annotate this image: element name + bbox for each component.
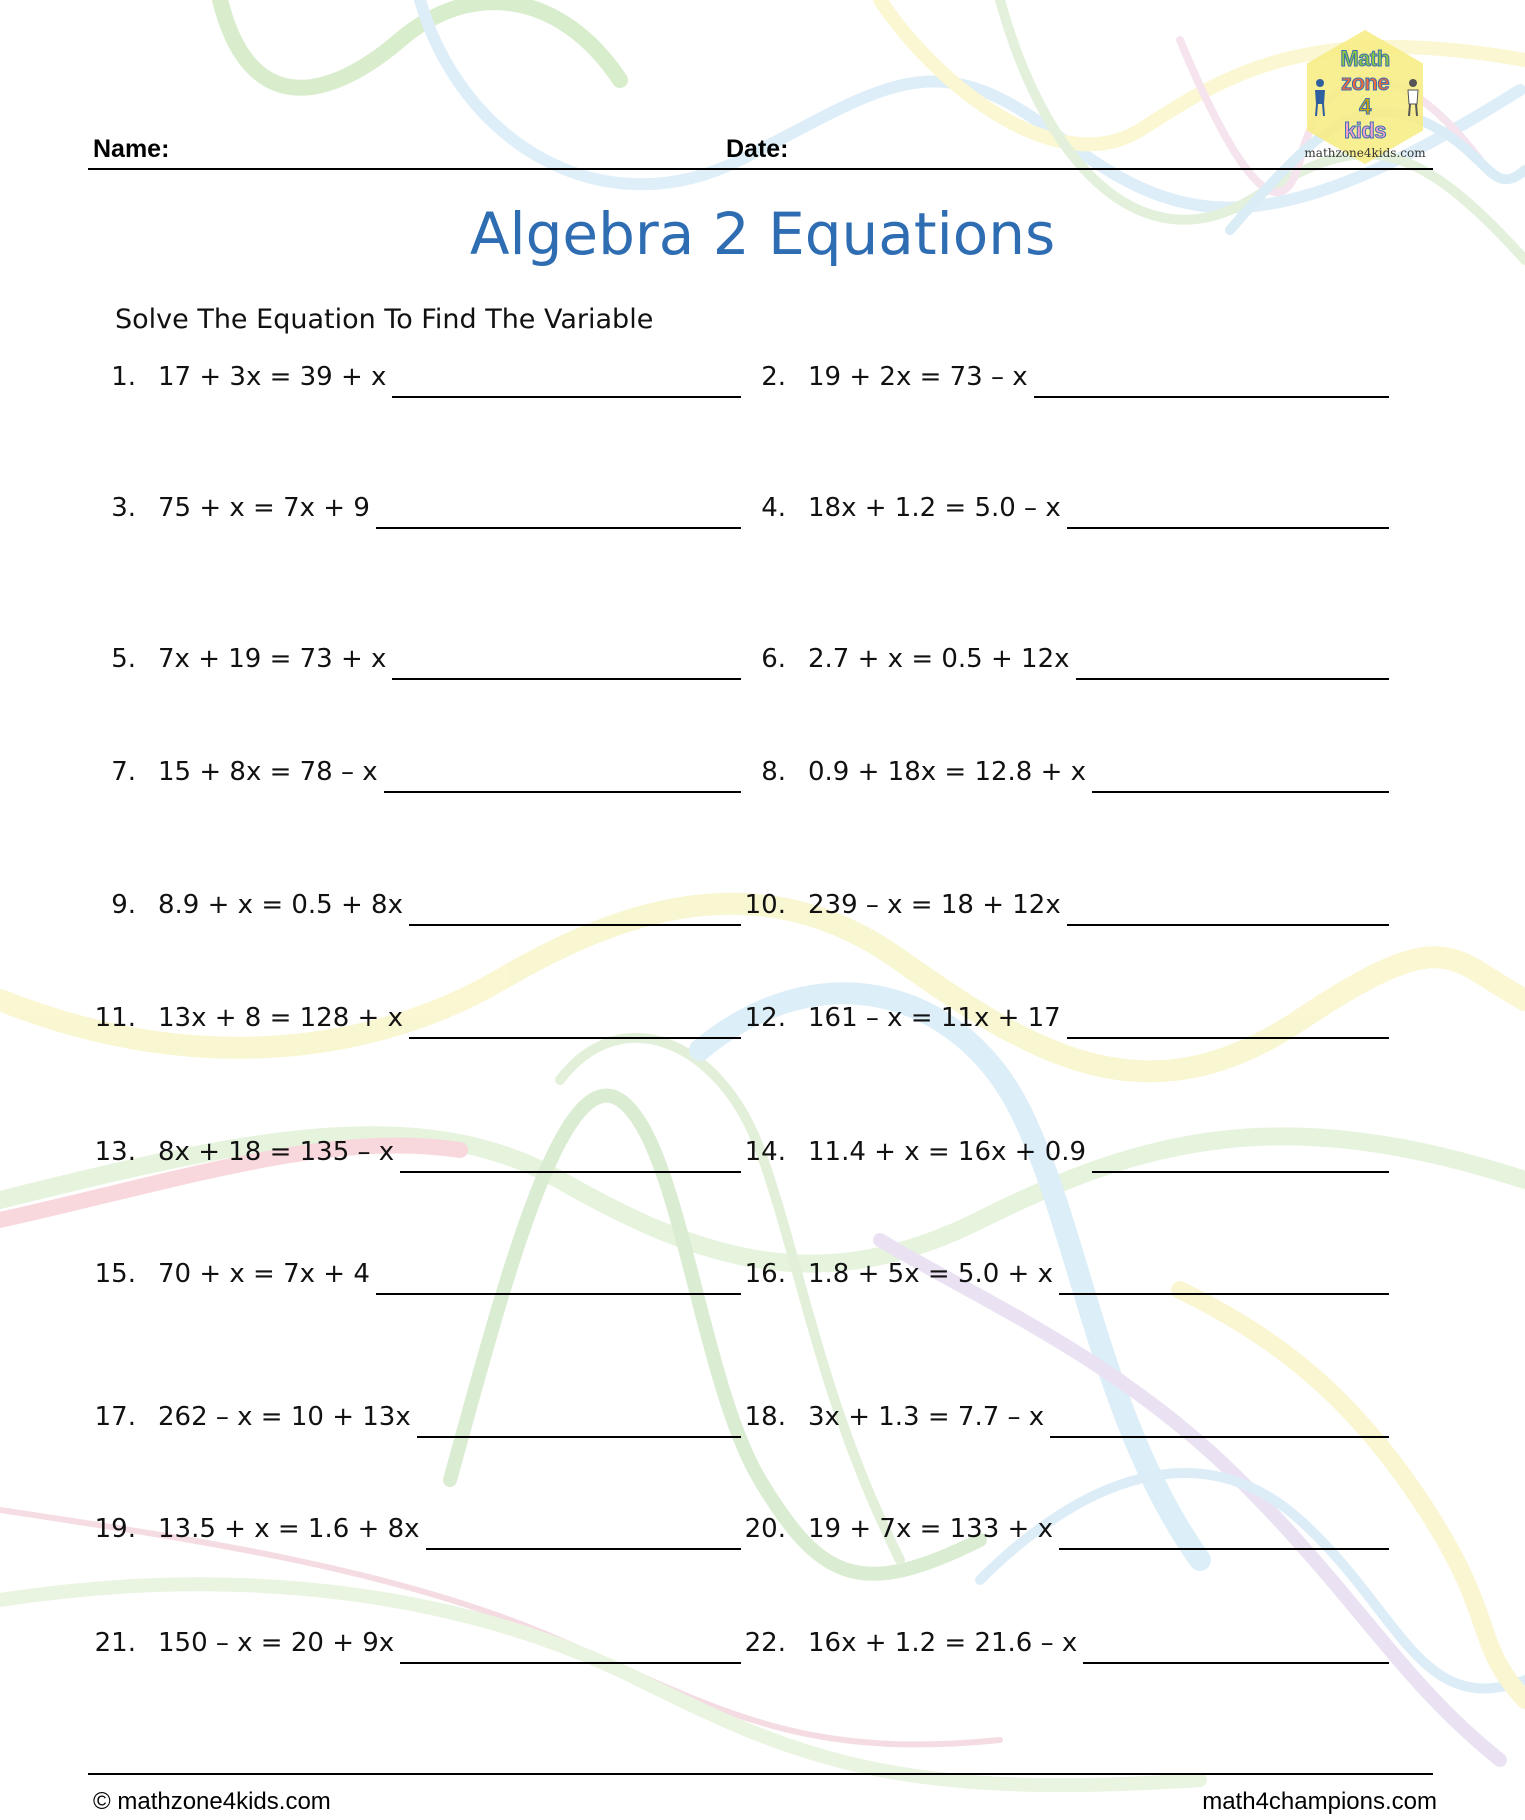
problem-11 xyxy=(80,997,741,1039)
problem-equation: 8x + 18 = 135 – x xyxy=(158,1137,395,1167)
answer-line[interactable] xyxy=(1092,791,1389,793)
problem-number: 10. xyxy=(744,890,786,920)
problem-7 xyxy=(80,751,741,793)
problem-number: 17. xyxy=(94,1402,136,1432)
problem-equation: 11.4 + x = 16x + 0.9 xyxy=(808,1137,1087,1167)
problem-12 xyxy=(730,997,1389,1039)
answer-line[interactable] xyxy=(417,1436,741,1438)
problem-equation: 19 + 7x = 133 + x xyxy=(808,1514,1053,1544)
footer-rule xyxy=(88,1773,1433,1775)
problem-18 xyxy=(730,1396,1389,1438)
problem-equation: 75 + x = 7x + 9 xyxy=(158,493,370,523)
problem-equation: 70 + x = 7x + 4 xyxy=(158,1259,370,1289)
answer-line[interactable] xyxy=(392,396,741,398)
logo-word-kids: kids xyxy=(1343,118,1387,143)
answer-line[interactable] xyxy=(1067,1037,1389,1039)
kid-figure-icon xyxy=(1312,78,1328,118)
problem-equation: 13.5 + x = 1.6 + 8x xyxy=(158,1514,420,1544)
problem-equation: 16x + 1.2 = 21.6 – x xyxy=(808,1628,1078,1658)
problem-22 xyxy=(730,1622,1389,1664)
problem-1 xyxy=(80,356,741,398)
problem-equation: 262 – x = 10 + 13x xyxy=(158,1402,411,1432)
problem-equation: 0.9 + 18x = 12.8 + x xyxy=(808,757,1087,787)
kid-figure-icon xyxy=(1405,78,1421,118)
header-rule xyxy=(88,168,1433,170)
answer-line[interactable] xyxy=(1050,1436,1389,1438)
problem-9 xyxy=(80,884,741,926)
answer-line[interactable] xyxy=(426,1548,742,1550)
problem-4 xyxy=(730,487,1389,529)
answer-line[interactable] xyxy=(1034,396,1389,398)
problem-2 xyxy=(730,356,1389,398)
logo-url: mathzone4kids.com xyxy=(1304,146,1426,160)
problem-number: 19. xyxy=(94,1514,136,1544)
problem-equation: 150 – x = 20 + 9x xyxy=(158,1628,395,1658)
footer-site: math4champions.com xyxy=(1202,1788,1437,1815)
problem-13 xyxy=(80,1131,741,1173)
problem-number: 18. xyxy=(744,1402,786,1432)
answer-line[interactable] xyxy=(1083,1662,1389,1664)
answer-line[interactable] xyxy=(1059,1293,1389,1295)
answer-line[interactable] xyxy=(400,1662,741,1664)
answer-line[interactable] xyxy=(409,1037,741,1039)
name-label: Name: xyxy=(93,135,170,163)
logo-word-math: Math xyxy=(1340,46,1390,71)
answer-line[interactable] xyxy=(376,527,741,529)
problem-20 xyxy=(730,1508,1389,1550)
problem-number: 5. xyxy=(111,644,136,674)
answer-line[interactable] xyxy=(409,924,741,926)
worksheet-title: Algebra 2 Equations xyxy=(469,200,1056,268)
problem-number: 3. xyxy=(111,493,136,523)
problem-17 xyxy=(80,1396,741,1438)
problem-number: 8. xyxy=(761,757,786,787)
problem-equation: 239 – x = 18 + 12x xyxy=(808,890,1061,920)
problem-number: 9. xyxy=(111,890,136,920)
problem-5 xyxy=(80,638,741,680)
problem-equation: 7x + 19 = 73 + x xyxy=(158,644,387,674)
instruction-text: Solve The Equation To Find The Variable xyxy=(115,304,654,335)
problem-number: 7. xyxy=(111,757,136,787)
answer-line[interactable] xyxy=(384,791,741,793)
problem-number: 21. xyxy=(94,1628,136,1658)
problem-equation: 18x + 1.2 = 5.0 – x xyxy=(808,493,1061,523)
problem-6 xyxy=(730,638,1389,680)
answer-line[interactable] xyxy=(1076,678,1390,680)
problem-equation: 161 – x = 11x + 17 xyxy=(808,1003,1061,1033)
answer-line[interactable] xyxy=(1067,527,1389,529)
problem-number: 6. xyxy=(761,644,786,674)
problem-number: 11. xyxy=(94,1003,136,1033)
answer-line[interactable] xyxy=(376,1293,741,1295)
problem-number: 13. xyxy=(94,1137,136,1167)
problem-equation: 19 + 2x = 73 – x xyxy=(808,362,1028,392)
problem-number: 16. xyxy=(744,1259,786,1289)
problem-equation: 3x + 1.3 = 7.7 – x xyxy=(808,1402,1045,1432)
problem-number: 15. xyxy=(94,1259,136,1289)
problem-15 xyxy=(80,1253,741,1295)
problem-number: 22. xyxy=(744,1628,786,1658)
problem-8 xyxy=(730,751,1389,793)
problem-equation: 8.9 + x = 0.5 + 8x xyxy=(158,890,403,920)
logo-word-4: 4 xyxy=(1359,94,1371,119)
problem-14 xyxy=(730,1131,1389,1173)
date-label: Date: xyxy=(726,135,789,163)
problem-number: 14. xyxy=(744,1137,786,1167)
problem-equation: 2.7 + x = 0.5 + 12x xyxy=(808,644,1070,674)
problem-10 xyxy=(730,884,1389,926)
problem-equation: 13x + 8 = 128 + x xyxy=(158,1003,403,1033)
problem-number: 2. xyxy=(761,362,786,392)
footer-copyright: © mathzone4kids.com xyxy=(93,1788,331,1815)
problem-19 xyxy=(80,1508,741,1550)
answer-line[interactable] xyxy=(392,678,741,680)
mathzone4kids-logo xyxy=(1300,30,1440,180)
problem-number: 12. xyxy=(744,1003,786,1033)
answer-line[interactable] xyxy=(1067,924,1389,926)
problem-equation: 15 + 8x = 78 – x xyxy=(158,757,378,787)
problem-21 xyxy=(80,1622,741,1664)
problem-number: 4. xyxy=(761,493,786,523)
problem-number: 20. xyxy=(744,1514,786,1544)
logo-word-zone: zone xyxy=(1340,70,1390,95)
problem-3 xyxy=(80,487,741,529)
problem-16 xyxy=(730,1253,1389,1295)
answer-line[interactable] xyxy=(1059,1548,1389,1550)
problem-equation: 1.8 + 5x = 5.0 + x xyxy=(808,1259,1053,1289)
answer-line[interactable] xyxy=(1092,1171,1389,1173)
problem-equation: 17 + 3x = 39 + x xyxy=(158,362,387,392)
problem-number: 1. xyxy=(111,362,136,392)
answer-line[interactable] xyxy=(400,1171,741,1173)
